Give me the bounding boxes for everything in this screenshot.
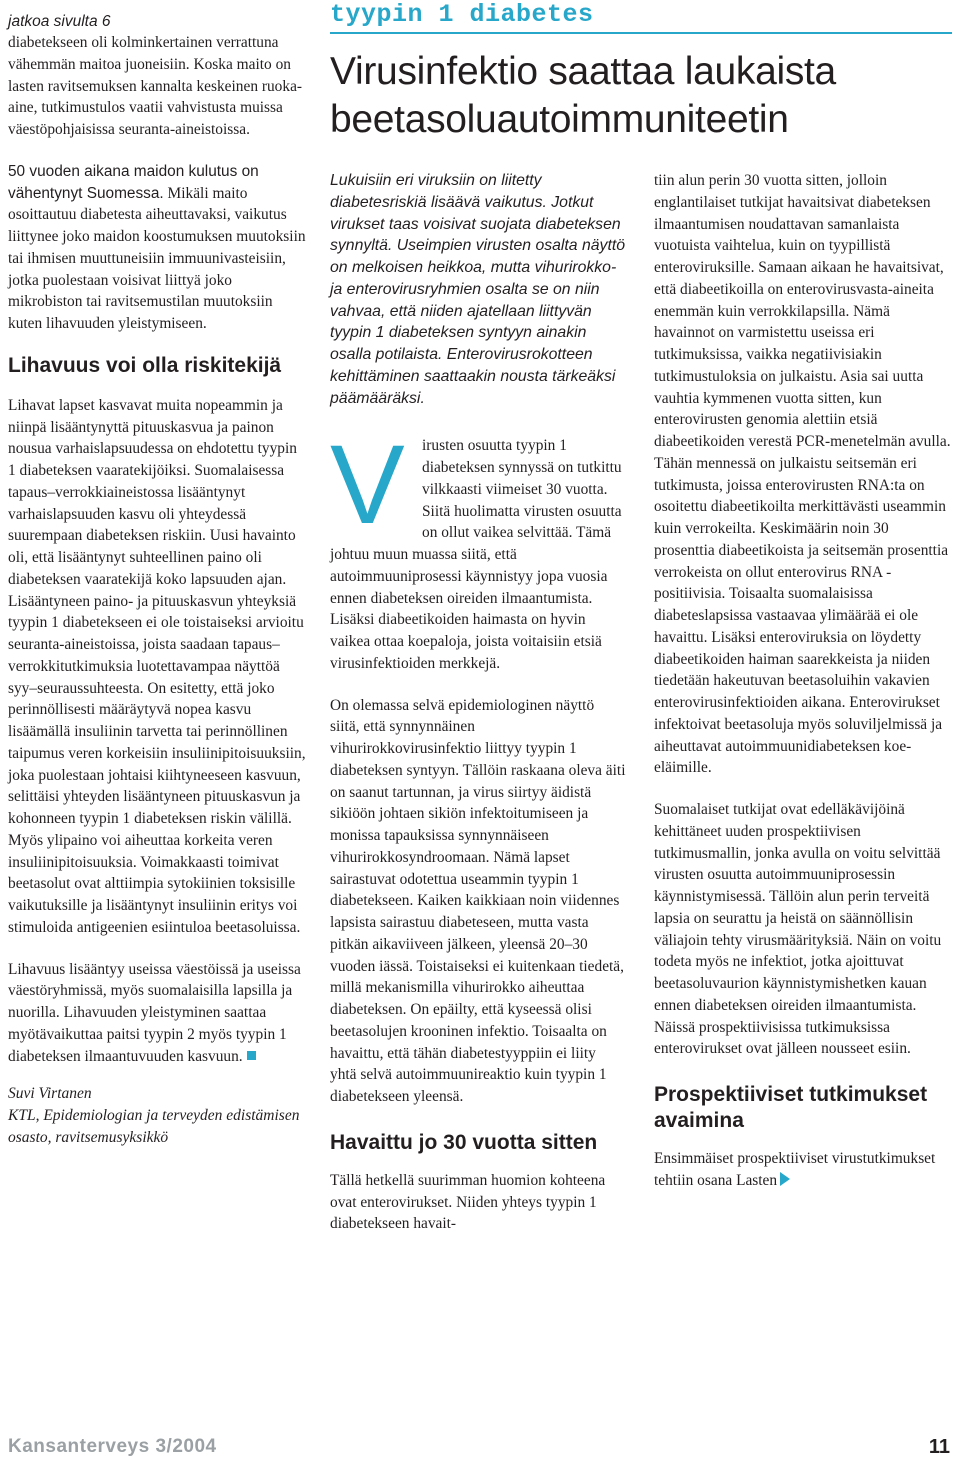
col1-paragraph-2	[8, 161, 308, 335]
col1-subheading: Lihavuus voi olla riskitekijä	[8, 353, 282, 377]
end-of-article-icon	[247, 1051, 256, 1060]
journal-footer: Kansanterveys 3/2004	[8, 1436, 217, 1457]
col2-paragraph-3: Tällä hetkellä suurimman huomion kohteena ovat enterovirukset. Niiden yhteys tyypin 1 diabetekseen havait-	[330, 1171, 606, 1233]
col1-paragraph-4	[8, 959, 308, 1068]
col1-paragraph-1: diabetekseen oli kolminkertainen verrattuna vähemmän maitoa juoneisiin. Koska maito on lasten ravitsemuksen kannalta keskeinen ruoka-aine, tutkimustulos vaatii vahvistusta muissa väestöpohjaisissa seuranta-aineistoissa.	[8, 34, 303, 138]
author-name: Suvi Virtanen	[8, 1085, 92, 1103]
continued-from-label: jatkoa sivulta 6	[8, 13, 111, 30]
col1-paragraph-2-lead: 50 vuoden aikana maidon kulutus on vähentynyt Suomessa.	[8, 162, 259, 202]
section-label: tyypin 1 diabetes	[330, 0, 594, 29]
column-1	[8, 0, 308, 1149]
article-lead: Lukuisiin eri viruksiin on liitetty diabetesriskiä lisäävä vaikutus. Jotkut virukset taas voisivat suojata diabeteksen synnyltä. Useimpien virusten osalta näyttö on melkoisen heikkoa, mutta vihurirokko- ja enterovirusryhmien osalta se on niin vahvaa, että niiden ajatellaan liittyvän tyypin 1 diabeteksen syntyyn ainakin osalla potilaista. Enterovirusrokotteen kehittäminen saattaakin nousta tärkeäksi päämääräksi.	[330, 172, 626, 407]
author-affiliation: KTL, Epidemiologian ja terveyden edistämisen osasto, ravitsemusyksikkö	[8, 1107, 300, 1147]
col3-paragraph-3-text: Ensimmäiset prospektiiviset virustutkimukset tehtiin osana Lasten	[654, 1150, 936, 1189]
section-rule	[330, 32, 952, 34]
col2-opening-paragraph	[330, 422, 626, 674]
drop-cap: V	[330, 422, 405, 548]
page-number: 11	[928, 1436, 950, 1458]
column-3	[654, 170, 952, 1192]
col3-paragraph-1: tiin alun perin 30 vuotta sitten, jolloin englantilaiset tutkijat havaitsivat diabeteksen ilmaantumisen noudattavan samanlaista vuotuista vaihtelua, kuin on tyypillistä enteroviruksille. Samaan aikaan he havaitsivat, että diabeetikoilla on enterovirusvasta-aineita enemmän kuin verrokkilapsilla. Nämä havainnot on varmistettu useissa eri tutkimuksissa, vaikka negatiivisiakin tutkimustuloksia on julkaistu. Asia sai uutta vauhtia kymmenen vuotta sitten, kun enterovirusten genomia alettiin etsiä diabeetikoiden verestä PCR-menetelmän avulla. Tähän mennessä on julkaistu seitsemän eri tutkimusta, joissa enterovirusten RNA:ta on osoitettu diabeetikoilta merkittävästi useammin kuin verrokeilta. Keskimäärin noin 30 prosenttia diabeetikoista ja seitsemän prosenttia verrokeista on ollut enterovirus RNA -positiivisia. Toisaalta suomalaisissa diabeteslapsissa vastaavaa ylimäärää ei ole havaittu. Lisäksi enteroviruksia on löydetty diabeetikoiden haiman saarekkeista ja niiden tiedetään hakeutuvan beetasoluihin vakavien enterovirusinfektioiden aikana. Enterovirukset infektoivat beetasoluja myös soluviljelmissä ja aiheuttavat autoimmuunidiabeteksen koe-eläimille.	[654, 172, 951, 777]
col3-paragraph-3	[654, 1148, 952, 1192]
col3-subheading: Prospektiiviset tutkimukset avaimina	[654, 1083, 928, 1132]
col2-paragraph-2: On olemassa selvä epidemiologinen näyttö siitä, että synnynnäinen vihurirokkovirusinfektio liittyy tyypin 1 diabeteksen syntyyn. Tällöin raskaana oleva äiti on saanut tartunnan, ja virus siirtyy äidistä sikiöön johtaen sikiön infektoitumiseen ja monissa tapauksissa synnynnäiseen vihurirokkosyndroomaan. Nämä lapset sairastuvat odotettua useammin tyypin 1 diabetekseen. Kaiken kaikkiaan noin viidennes lapsista sairastuu diabeteseen, mutta vasta pitkän aikaviiveen jälkeen, yleensä 20–30 vuoden iässä. Toistaiseksi ei kuitenkaan tiedetä, millä mekanismilla vihurirokko aiheuttaa diabeteksen. On epäilty, että kyseessä olisi beetasolujen krooninen infektio. Toisaalta on havaittu, että tähän diabetestyyppiin ei liity yhtä selvä autoimmuunireaktio kuin tyypin 1 diabetekseen yleensä.	[330, 696, 626, 1105]
article-headline: Virusinfektio saattaa laukaista beetasoluautoimmuniteetin	[330, 50, 836, 141]
col3-paragraph-2: Suomalaiset tutkijat ovat edelläkävijöinä kehittäneet uuden prospektiivisen tutkimusmallin, jonka avulla on voitu selvittää virusten osuutta autoimmuuniprosessin käynnistymisessä. Tällöin alun perin terveitä lapsia on seurattu ja heistä on säännöllisin väliajoin tehty virusmäärityksiä. Näin on voitu todeta myös ne infektiot, jotka ajoittuvat beetasoluvaurion käynnistymishetken kauan ennen diabeteksen oireiden ilmaantumista. Näissä prospektiivisissa tutkimuksissa enterovirukset ovat jälleen nousseet esiin.	[654, 801, 942, 1058]
col1-paragraph-4-text: Lihavuus lisääntyy useissa väestöissä ja useissa väestöryhmissä, myös suomalaisilla lapsilla ja nuorilla. Lihavuuden yleistyminen saattaa myötävaikuttaa paitsi tyypin 2 myös tyypin 1 diabeteksen ilmaantuvuuden kasvuun.	[8, 960, 301, 1065]
column-2	[330, 170, 626, 1235]
col2-paragraph-1: irusten osuutta tyypin 1 diabeteksen synnyssä on tutkittu vilkkaasti viimeiset 30 vuotta. Siitä huolimatta virusten osuutta on ollut vaikea selvittää. Tämä johtuu muun muassa siitä, että autoimmuuniprosessi käynnistyy jopa vuosia ennen diabeteksen oireiden ilmaantumista. Lisäksi diabeetikoiden haimasta on hyvin vaikea ottaa koepaloja, joista voitaisiin etsiä virusinfektioiden merkkejä.	[330, 437, 622, 672]
continue-arrow-icon	[780, 1172, 790, 1186]
col1-paragraph-2-body: Mikäli maito osoittautuu diabetesta aiheuttavaksi, vaikutus liittynee joko maidon koostumuksen muutoksiin tai ihmisen muuttuneisiin immuunivasteisiin, jotka puolestaan voisivat liittyä joko mikrobiston tai ravitsemustilan muutoksiin kuten lihavuuden yleistymiseen.	[8, 184, 306, 332]
col2-subheading: Havaittu jo 30 vuotta sitten	[330, 1130, 598, 1154]
col1-paragraph-3: Lihavat lapset kasvavat muita nopeammin ja niinpä lisääntynyttä pituuskasvua ja painon nousua varhaislapsuudessa on ehdotettu tyypin 1 diabeteksen vaaratekijöiksi. Suomalaisessa tapaus–verrokkiaineistossa lisääntynyt varhaislapsuuden kasvu oli yhteydessä suurempaan diabeteksen riskiin. Uusi havainto oli, että lisääntynyt suhteellinen paino oli diabeteksen vaaratekijä koko lapsuuden ajan. Lisääntyneen paino- ja pituuskasvun yhteyksiä tyypin 1 diabetekseen ei ole toistaiseksi arvioitu seuranta-aineistoissa, joista saadaan tapaus–verrokkitutkimuksia luotettavampaa näyttöä syy–seuraussuhteesta. On esitetty, että joko perinnöllisesti määräytyvä nopea kasvu lisäämällä insuliinin tarvetta tai perinnöllinen taipumus veren korkeisiin insuliinipitoisuuksiin, joka puolestaan johtaisi kiihtyneeseen kasvuun, selittäisi yhteyden lisääntyneen pituuskasvun ja kohonneen tyypin 1 diabeteksen riskin välillä. Myös ylipaino voi aiheuttaa korkeita veren insuliinipitoisuuksia. Voimakkaasti toimivat beetasolut ovat alttiimpia sytokiinien toksisille vaikutuksille ja lisääntynyt insuliinin eritys voi stimuloida antigeenien esiintuloa beetasoluissa.	[8, 396, 306, 936]
